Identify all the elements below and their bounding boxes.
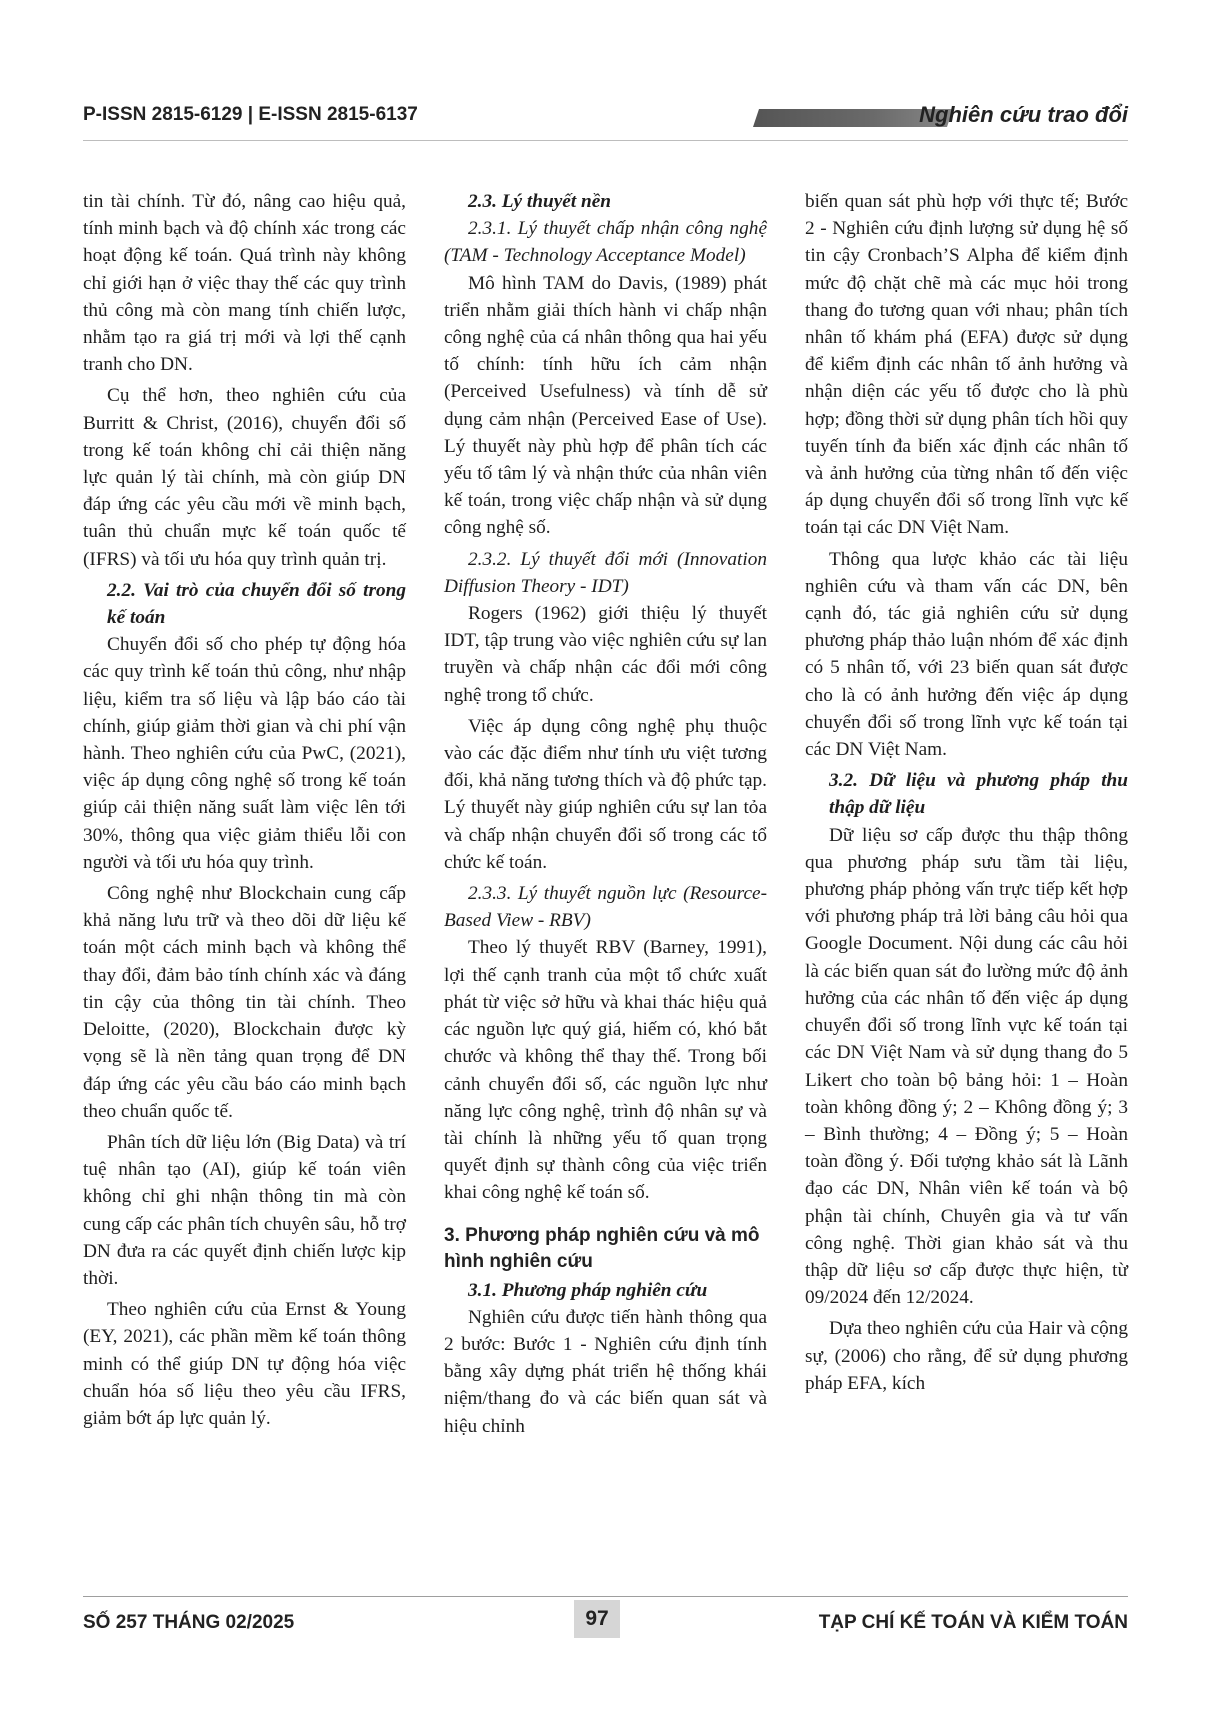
footer-rule	[83, 1596, 1128, 1597]
page-number: 97	[574, 1600, 620, 1638]
paragraph: Công nghệ như Blockchain cung cấp khả năng lưu trữ và theo dõi dữ liệu kế toán một cách minh bạch và không thể thay đổi, đảm bảo tính chính xác và đáng tin cậy của thông tin tài chính. Theo Deloitte, (2020), Blockchain được kỳ vọng sẽ là nền tảng quan trọng để DN đáp ứng các yêu cầu báo cáo minh bạch theo chuẩn quốc tế.	[83, 883, 406, 1122]
section-heading: 3. Phương pháp nghiên cứu và mô hình nghiên cứu	[444, 1224, 760, 1272]
paragraph: Phân tích dữ liệu lớn (Big Data) và trí tuệ nhân tạo (AI), giúp kế toán viên không chỉ ghi nhận thông tin mà còn cung cấp các phân tích chuyên sâu, hỗ trợ DN đưa ra các quyết định chiến lược kịp thời.	[83, 1131, 406, 1289]
paragraph: Dựa theo nghiên cứu của Hair và cộng sự, (2006) cho rằng, để sử dụng phương pháp EFA, kích	[805, 1318, 1128, 1394]
subsection-heading: 2.2. Vai trò của chuyển đổi số trong kế toán	[107, 579, 406, 629]
paragraph: Theo lý thuyết RBV (Barney, 1991), lợi thế cạnh tranh của một tổ chức xuất phát từ việc sở hữu và khai thác hiệu quả các nguồn lực quý giá, hiếm có, khó bắt chước và không thể thay thế. Trong bối cảnh chuyển đổi số, các nguồn lực như năng lực công nghệ, trình độ nhân sự và tài chính là những yếu tố quan trọng quyết định sự thành công của việc triển khai công nghệ kế toán số.	[444, 937, 767, 1204]
paragraph: Việc áp dụng công nghệ phụ thuộc vào các đặc điểm như tính ưu việt tương đối, khả năng tương thích và độ phức tạp. Lý thuyết này giúp nghiên cứu sự lan tỏa và chấp nhận chuyển đổi số trong các tổ chức kế toán.	[444, 715, 767, 873]
column-3	[805, 188, 1128, 1570]
paragraph: Nghiên cứu được tiến hành thông qua 2 bước: Bước 1 - Nghiên cứu định tính bằng xây dựng phát triển hệ thống khái niệm/thang đo và các biến quan sát và hiệu chỉnh	[444, 1306, 767, 1437]
paragraph: Cụ thể hơn, theo nghiên cứu của Burritt & Christ, (2016), chuyển đổi số trong kế toán không chỉ cải thiện năng lực quản lý tài chính, mà còn giúp DN đáp ứng các yêu cầu mới về minh bạch, tuân thủ chuẩn mực kế toán quốc tế (IFRS) và tối ưu hóa quy trình quản trị.	[83, 385, 406, 570]
subsection-heading: 3.2. Dữ liệu và phương pháp thu thập dữ liệu	[829, 770, 1128, 819]
issn-label: P-ISSN 2815-6129 | E-ISSN 2815-6137	[83, 104, 418, 125]
issue-label: SỐ 257 THÁNG 02/2025	[83, 1612, 295, 1633]
column-2	[444, 188, 767, 1570]
page-header	[83, 102, 1128, 134]
column-1	[83, 188, 406, 1570]
paragraph: tin tài chính. Từ đó, nâng cao hiệu quả, tính minh bạch và độ chính xác trong các hoạt động kế toán. Quá trình này không chỉ giới hạn ở việc thay thế các quy trình thủ công mà còn mang tính chiến lược, nhằm tạo ra giá trị mới và lợi thế cạnh tranh cho DN.	[83, 191, 406, 376]
paragraph: Mô hình TAM do Davis, (1989) phát triển nhằm giải thích hành vi chấp nhận công nghệ của cá nhân thông qua hai yếu tố chính: tính hữu ích cảm nhận (Perceived Usefulness) và tính dễ sử dụng cảm nhận (Perceived Ease of Use). Lý thuyết này phù hợp để phân tích các yếu tố tâm lý và nhận thức của nhân viên kế toán, trong việc chấp nhận và sử dụng công nghệ số.	[444, 272, 767, 539]
paragraph: Chuyển đổi số cho phép tự động hóa các quy trình kế toán thủ công, như nhập liệu, kiểm tra số liệu và lập báo cáo tài chính, giúp giảm thời gian và chi phí vận hành. Theo nghiên cứu của PwC, (2021), việc áp dụng công nghệ số trong kế toán giúp cải thiện năng suất làm việc lên tới 30%, thông qua việc giảm thiểu lỗi con người và tối ưu hóa quy trình.	[83, 634, 406, 873]
subsubsection-heading: 2.3.1. Lý thuyết chấp nhận công nghệ (TAM - Technology Acceptance Model)	[444, 218, 767, 267]
paragraph: Theo nghiên cứu của Ernst & Young (EY, 2021), các phần mềm kế toán thông minh có thể giúp DN tự động hóa việc chuẩn hóa số liệu theo yêu cầu IFRS, giảm bớt áp lực quản lý.	[83, 1299, 406, 1429]
subsubsection-heading: 2.3.3. Lý thuyết nguồn lực (Resource-Based View - RBV)	[444, 883, 767, 932]
paragraph: Rogers (1962) giới thiệu lý thuyết IDT, tập trung vào việc nghiên cứu sự lan truyền và chấp nhận các đổi mới công nghệ trong tổ chức.	[444, 603, 767, 706]
header-rule	[83, 140, 1128, 141]
section-title: Nghiên cứu trao đổi	[919, 102, 1128, 127]
article-body	[83, 188, 1128, 1570]
journal-name: TẠP CHÍ KẾ TOÁN VÀ KIỂM TOÁN	[818, 1612, 1128, 1633]
paragraph: Thông qua lược khảo các tài liệu nghiên cứu và tham vấn các DN, bên cạnh đó, tác giả nghiên cứu sử dụng phương pháp thảo luận nhóm để xác định có 5 nhân tố, với 23 biến quan sát được cho là có ảnh hưởng đến việc áp dụng chuyển đổi số trong lĩnh vực kế toán tại các DN Việt Nam.	[805, 548, 1128, 761]
paragraph: biến quan sát phù hợp với thực tế; Bước 2 - Nghiên cứu định lượng sử dụng hệ số tin cậy Cronbach’S Alpha để kiểm định mức độ chặt chẽ mà các mục hỏi trong thang đo tương quan với nhau; phân tích nhân tố khám phá (EFA) được sử dụng để kiểm định các nhân tố ảnh hưởng và nhận diện các yếu tố được cho là phù hợp; đồng thời sử dụng phân tích hồi quy tuyến tính đa biến xác định các nhân tố và ảnh hưởng của từng nhân tố đến việc áp dụng chuyển đổi số trong lĩnh vực kế toán tại các DN Việt Nam.	[805, 191, 1128, 539]
subsection-heading: 2.3. Lý thuyết nền	[468, 191, 611, 212]
subsection-heading: 3.1. Phương pháp nghiên cứu	[468, 1279, 708, 1301]
subsubsection-heading: 2.3.2. Lý thuyết đổi mới (Innovation Diffusion Theory - IDT)	[444, 548, 767, 597]
paragraph: Dữ liệu sơ cấp được thu thập thông qua phương pháp sưu tầm tài liệu, phương pháp phỏng vấn trực tiếp kết hợp với phương pháp trả lời bảng câu hỏi qua Google Document. Nội dung các câu hỏi là các biến quan sát đo lường mức độ ảnh hưởng của các nhân tố đến việc áp dụng chuyển đổi số trong lĩnh vực kế toán tại các DN Việt Nam và sử dụng thang đo 5 Likert cho toàn bộ bảng hỏi: 1 – Hoàn toàn không đồng ý; 2 – Không đồng ý; 3 – Bình thường; 4 – Đồng ý; 5 – Hoàn toàn đồng ý. Đối tượng khảo sát là Lãnh đạo các DN, Nhân viên kế toán và bộ phận tài chính, Chuyên gia và tư vấn công nghệ. Thời gian khảo sát và thu thập dữ liệu sơ cấp được thực hiện, từ 09/2024 đến 12/2024.	[805, 824, 1128, 1309]
